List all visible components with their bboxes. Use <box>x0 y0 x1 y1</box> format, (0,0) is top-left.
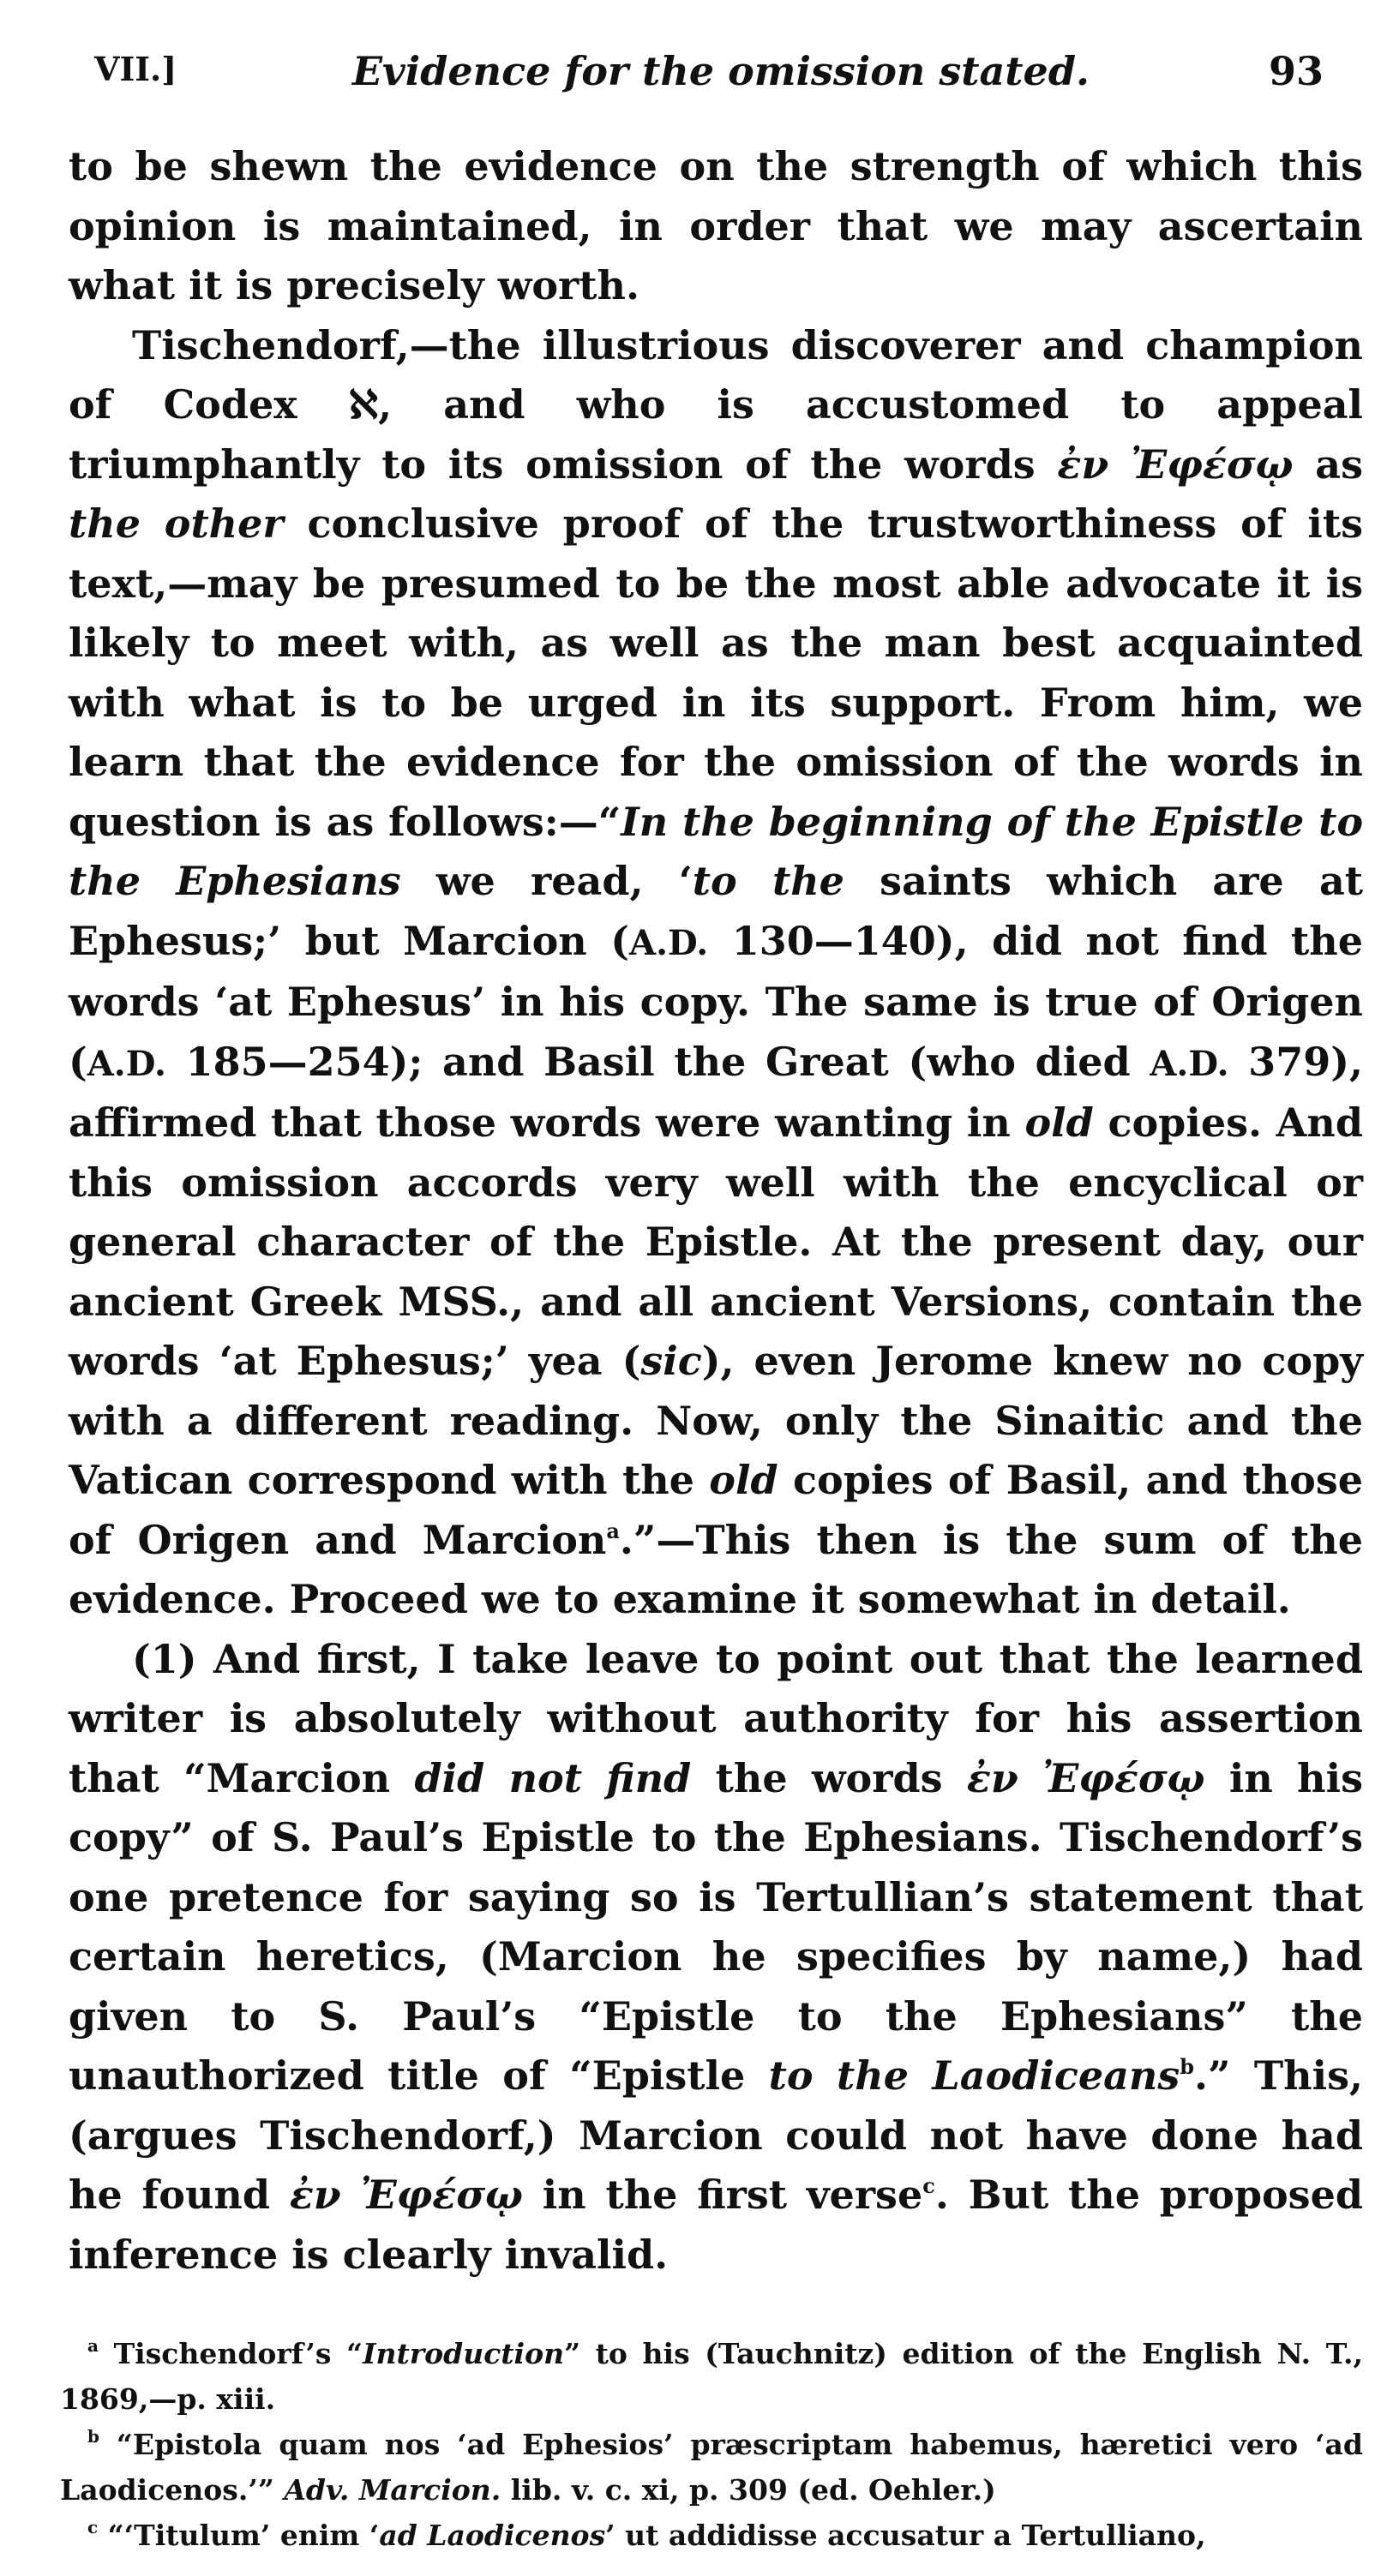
text-run: .”—This then is the sum of the evidence. Proceed we to examine it somewhat in detail. <box>69 1516 1363 1622</box>
text-run: as <box>1293 440 1363 488</box>
page-number: 93 <box>1268 48 1324 94</box>
era-abbreviation: A.D. <box>629 922 709 963</box>
greek-phrase: ἐν Ἐφέσῳ <box>1057 440 1294 488</box>
text-run: 379), affirmed that those words were wanting in <box>69 1038 1363 1146</box>
footnote-text: lib. v. c. xi, p. 309 (ed. Oehler.) <box>501 2473 996 2507</box>
text-run: (1) And first, I take leave to point out that the learned writer is absolutely without authority for his assertion that “Marcion <box>69 1635 1363 1801</box>
text-run: 130—140), did not find the words ‘at Ephesus’ in his copy. The same is true of Origen ( <box>69 917 1363 1085</box>
footnote-text: ” to his (Tauchnitz) edition of the English N. T., 1869,—p. xiii. <box>60 2337 1363 2416</box>
italic-run: In the beginning of the Epistle to the Ephesians <box>69 798 1363 904</box>
text-run: conclusive proof of the trustworthiness of its text,—may be presumed to be the most able advocate it is likely to meet with, as well as the man best acquainted with what is to be urged in its support. From him, we learn that the evidence for the omission of the words in question is as follows:—“ <box>69 500 1363 845</box>
greek-phrase: ἐν Ἐφέσῳ <box>289 2172 523 2218</box>
italic-run: to the <box>692 858 844 904</box>
italic-run: sic <box>640 1338 702 1384</box>
era-abbreviation: A.D. <box>1150 1043 1229 1084</box>
text-run: ), even Jerome knew no copy with a different reading. Now, only the Sinaitic and the Vatican correspond with the <box>69 1338 1363 1503</box>
footnote-b <box>60 2422 1363 2513</box>
text-run: .” This, (argues Tischendorf,) Marcion could not have done had he found <box>69 2052 1363 2218</box>
footnote-italic: ad Laodicenos <box>379 2519 606 2552</box>
footnotes <box>60 2331 1363 2558</box>
footnote-ref-c[interactable]: c <box>922 2173 935 2198</box>
text-run: 185—254); and Basil the Great (who died <box>165 1038 1150 1085</box>
footnote-c <box>60 2513 1363 2558</box>
footnote-text: “Epistola quam nos ‘ad Ephesios’ præscriptam habemus, hæretici vero ‘ad Laodicenos.’” <box>60 2428 1363 2507</box>
text-run: . But the proposed inference is clearly invalid. <box>69 2172 1363 2278</box>
text-run: we read, ‘ <box>400 858 693 904</box>
text-run: saints which are at Ephesus;’ but Marcion ( <box>69 858 1363 964</box>
footnote-marker: a <box>87 2335 99 2356</box>
paragraph-continued: to be shewn the evidence on the strength of which this opinion is maintained, in order that we may ascertain what it is precisely worth. <box>69 143 1363 309</box>
chapter-number: VII.] <box>94 50 177 88</box>
text-run: in his copy” of S. Paul’s Epistle to the Ephesians. Tischendorf’s one pretence for saying so is Tertullian’s statement that certain heretics, (Marcion he specifies by name,) had given to S. Paul’s “Epistle to the Ephesians” the unauthorized title of “Epistle <box>69 1754 1363 2099</box>
paragraph-tischendorf <box>69 316 1363 1630</box>
main-text <box>69 137 1363 2285</box>
footnote-ref-b[interactable]: b <box>1180 2054 1195 2079</box>
footnote-text: “‘Titulum’ enim ‘ <box>98 2519 380 2552</box>
italic-run: old <box>709 1457 778 1503</box>
paragraph-first-point <box>69 1630 1363 2285</box>
running-header <box>94 41 1348 101</box>
italic-run: to the Laodiceans <box>768 2052 1180 2099</box>
text-run: the words <box>691 1754 967 1801</box>
italic-run: the other <box>69 500 284 547</box>
footnote-italic: Adv. Marcion. <box>284 2473 501 2507</box>
text-run: in the first verse <box>522 2172 923 2218</box>
footnote-a <box>60 2331 1363 2422</box>
text-run: Tischendorf,—the illustrious discoverer and champion of Codex ℵ, and who is accustomed to appeal triumphantly to its omission of the words <box>69 321 1363 488</box>
footnote-ref-a[interactable]: a <box>606 1518 620 1543</box>
footnote-text: Tischendorf’s “ <box>98 2337 363 2370</box>
era-abbreviation: A.D. <box>87 1043 166 1084</box>
footnote-text: ’ ut addidisse accusatur a Tertulliano, <box>605 2519 1206 2552</box>
greek-phrase: ἐν Ἐφέσῳ <box>966 1754 1205 1801</box>
text-run: copies. And this omission accords very well with the encyclical or general character of the Epistle. At the present day, our ancient Greek MSS., and all ancient Versions, contain the words ‘at Ephesus;’ yea ( <box>69 1099 1363 1384</box>
italic-run: old <box>1024 1099 1094 1146</box>
footnote-italic: Introduction <box>363 2337 565 2370</box>
text-run: copies of Basil, and those of Origen and Marcion <box>69 1457 1363 1563</box>
footnote-marker: c <box>87 2517 99 2537</box>
running-title: Evidence for the omission stated. <box>351 48 1090 94</box>
italic-run: did not find <box>414 1754 692 1801</box>
footnote-marker: b <box>87 2426 99 2447</box>
